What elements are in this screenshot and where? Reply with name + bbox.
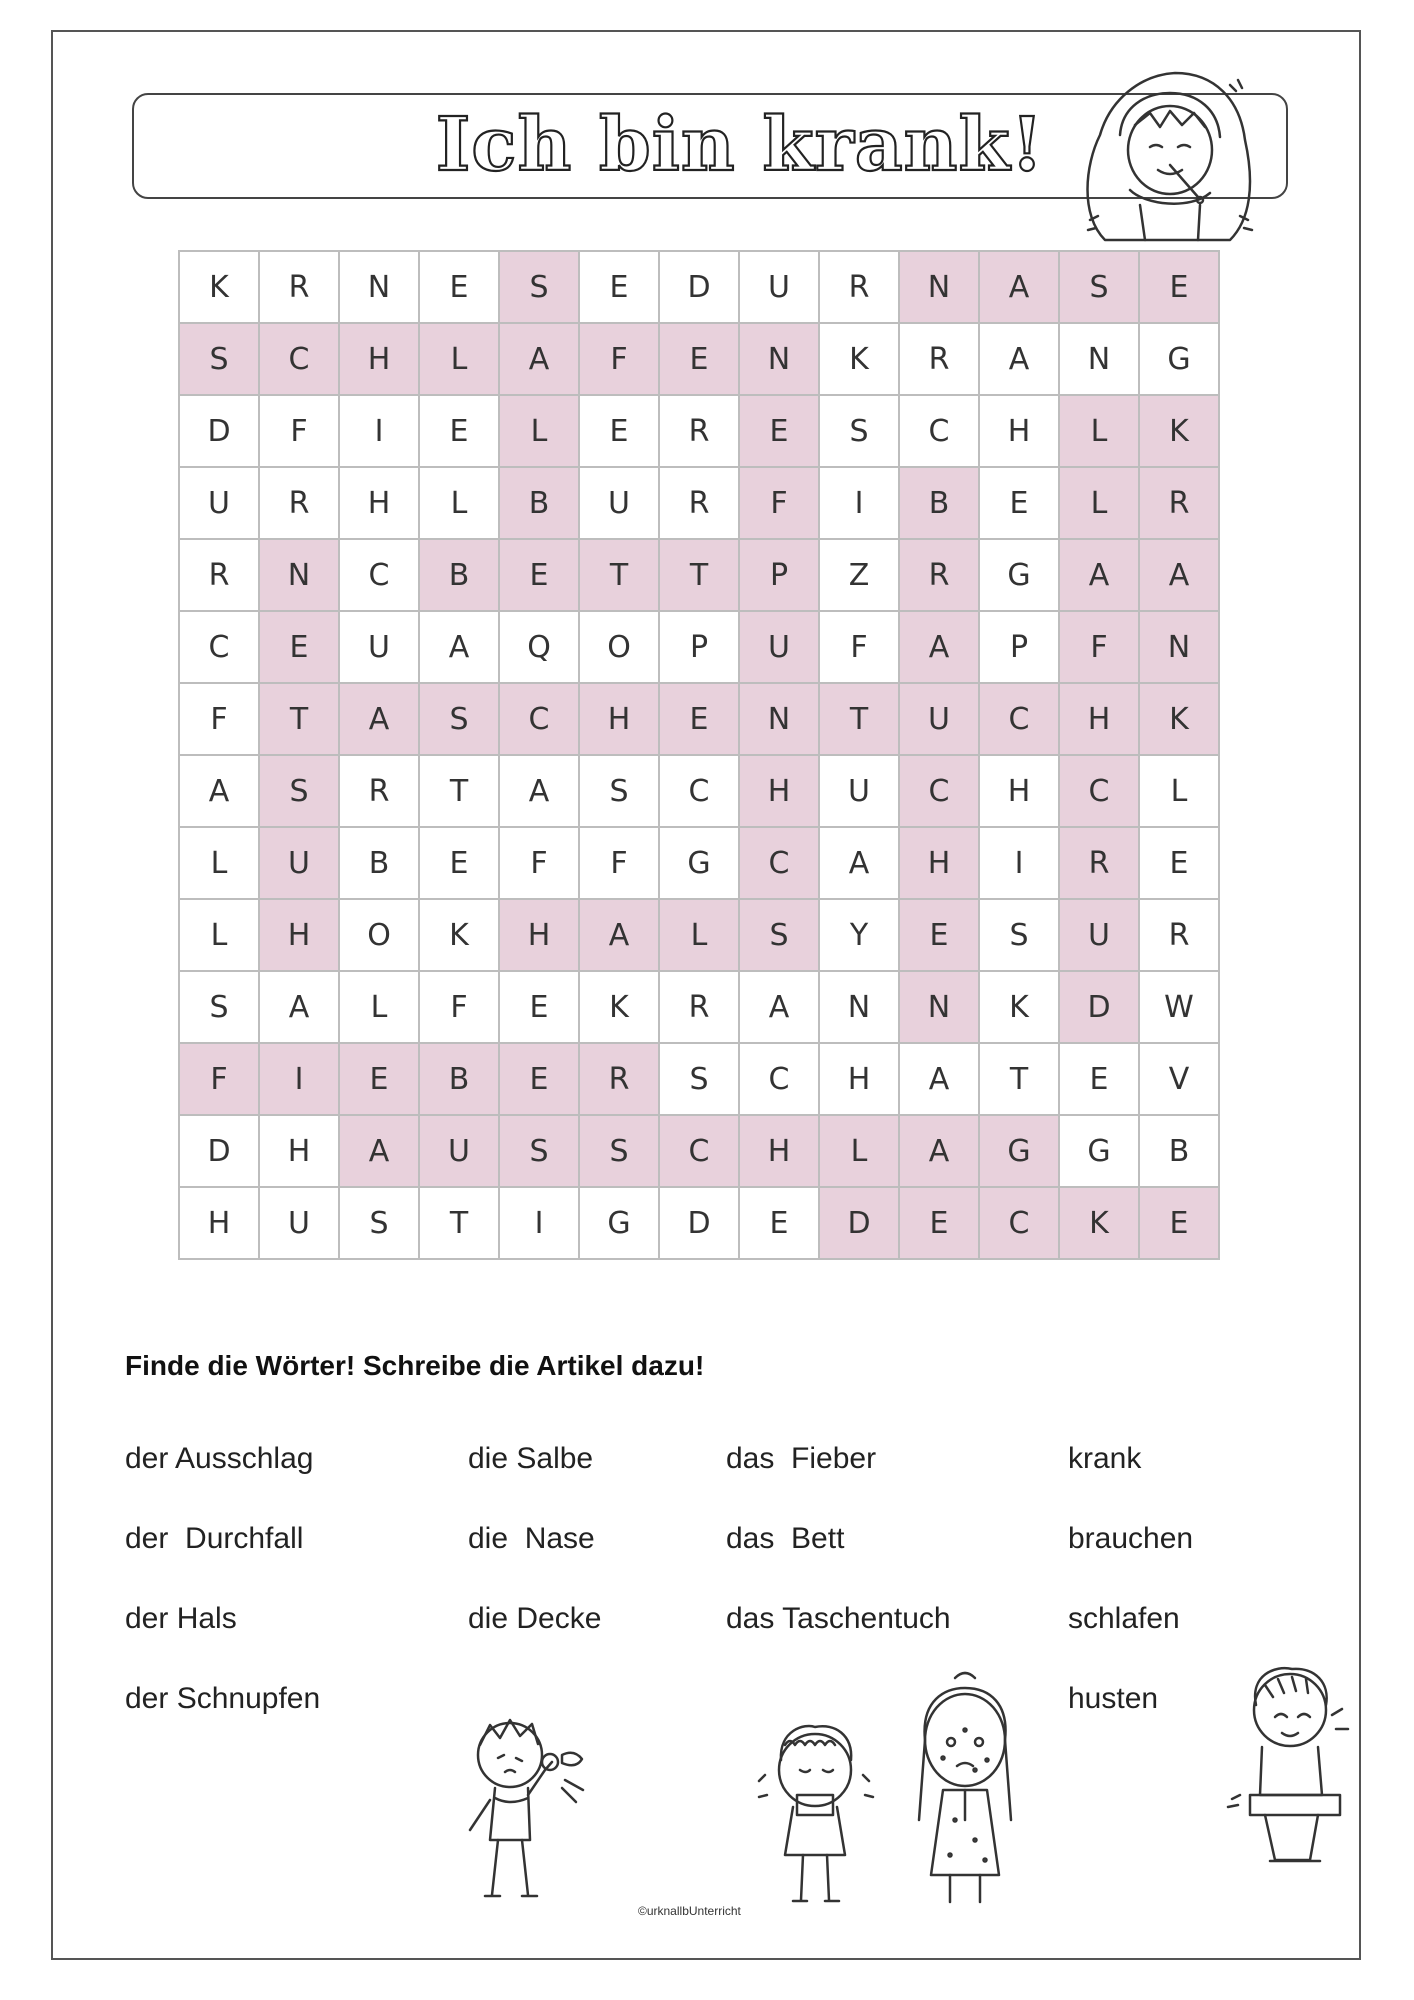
word-die-decke: die Decke — [468, 1602, 602, 1635]
grid-cell: A — [499, 755, 579, 827]
grid-cell: S — [819, 395, 899, 467]
word-die-salbe: die Salbe — [468, 1442, 594, 1475]
grid-cell: K — [1139, 395, 1219, 467]
grid-cell: U — [899, 683, 979, 755]
page-title: Ich bin krank! — [435, 102, 1045, 188]
grid-cell: N — [739, 323, 819, 395]
grid-cell: R — [659, 467, 739, 539]
grid-cell: N — [259, 539, 339, 611]
grid-cell: H — [499, 899, 579, 971]
grid-cell: B — [499, 467, 579, 539]
grid-cell: K — [1059, 1187, 1139, 1259]
grid-cell: Q — [499, 611, 579, 683]
grid-cell: A — [739, 971, 819, 1043]
grid-cell: I — [259, 1043, 339, 1115]
grid-cell: F — [579, 827, 659, 899]
grid-cell: U — [579, 467, 659, 539]
grid-cell: E — [1059, 1043, 1139, 1115]
grid-cell: S — [739, 899, 819, 971]
grid-cell: H — [339, 323, 419, 395]
grid-cell: U — [739, 251, 819, 323]
grid-cell: C — [979, 683, 1059, 755]
grid-cell: H — [259, 899, 339, 971]
grid-cell: R — [179, 539, 259, 611]
grid-cell: R — [899, 323, 979, 395]
grid-cell: R — [1139, 467, 1219, 539]
word-search-grid — [178, 250, 1220, 1260]
word-der-schnupfen: der Schnupfen — [125, 1682, 321, 1715]
grid-cell: E — [419, 251, 499, 323]
grid-cell: U — [259, 1187, 339, 1259]
grid-cell: B — [419, 1043, 499, 1115]
grid-cell: C — [499, 683, 579, 755]
grid-cell: E — [899, 899, 979, 971]
grid-cell: I — [819, 467, 899, 539]
grid-cell: F — [819, 611, 899, 683]
grid-cell: U — [179, 467, 259, 539]
grid-cell: D — [179, 1115, 259, 1187]
grid-cell: B — [419, 539, 499, 611]
grid-cell: H — [739, 755, 819, 827]
grid-row — [179, 539, 1219, 611]
grid-cell: C — [739, 827, 819, 899]
grid-cell: T — [419, 1187, 499, 1259]
grid-cell: A — [339, 683, 419, 755]
grid-cell: I — [339, 395, 419, 467]
grid-cell: F — [1059, 611, 1139, 683]
grid-cell: K — [819, 323, 899, 395]
grid-cell: A — [419, 611, 499, 683]
grid-cell: E — [659, 323, 739, 395]
grid-cell: H — [1059, 683, 1139, 755]
grid-cell: H — [899, 827, 979, 899]
grid-cell: C — [659, 1115, 739, 1187]
grid-cell: L — [1059, 467, 1139, 539]
grid-cell: E — [1139, 1187, 1219, 1259]
word-das-fieber: das Fieber — [726, 1442, 877, 1475]
grid-cell: E — [739, 1187, 819, 1259]
grid-cell: K — [179, 251, 259, 323]
grid-cell: L — [179, 827, 259, 899]
grid-cell: T — [259, 683, 339, 755]
grid-cell: H — [339, 467, 419, 539]
grid-cell: C — [659, 755, 739, 827]
grid-cell: S — [339, 1187, 419, 1259]
grid-cell: E — [499, 1043, 579, 1115]
grid-cell: A — [899, 611, 979, 683]
grid-cell: D — [819, 1187, 899, 1259]
grid-cell: N — [899, 971, 979, 1043]
grid-cell: S — [1059, 251, 1139, 323]
grid-cell: E — [339, 1043, 419, 1115]
grid-cell: F — [179, 1043, 259, 1115]
grid-row — [179, 251, 1219, 323]
grid-cell: G — [1139, 323, 1219, 395]
grid-cell: U — [419, 1115, 499, 1187]
word-krank: krank — [1068, 1442, 1142, 1475]
grid-cell: D — [1059, 971, 1139, 1043]
grid-cell: E — [739, 395, 819, 467]
grid-cell: S — [179, 971, 259, 1043]
grid-cell: L — [179, 899, 259, 971]
word-schlafen: schlafen — [1068, 1602, 1180, 1635]
grid-cell: L — [1059, 395, 1139, 467]
grid-cell: S — [659, 1043, 739, 1115]
sick-child-blanket-icon — [1070, 55, 1270, 250]
grid-cell: A — [339, 1115, 419, 1187]
grid-cell: C — [739, 1043, 819, 1115]
grid-cell: T — [819, 683, 899, 755]
grid-cell: H — [179, 1187, 259, 1259]
instruction-text: Finde die Wörter! Schreibe die Artikel dazu! — [125, 1350, 705, 1381]
grid-cell: D — [179, 395, 259, 467]
grid-cell: H — [739, 1115, 819, 1187]
grid-cell: L — [419, 323, 499, 395]
grid-cell: O — [339, 899, 419, 971]
grid-row — [179, 1115, 1219, 1187]
grid-cell: S — [579, 1115, 659, 1187]
word-husten: husten — [1068, 1682, 1159, 1715]
girl-with-rash-icon — [895, 1670, 1035, 1910]
grid-cell: A — [819, 827, 899, 899]
grid-cell: E — [259, 611, 339, 683]
grid-cell: T — [579, 539, 659, 611]
word-brauchen: brauchen — [1068, 1522, 1194, 1555]
grid-row — [179, 899, 1219, 971]
grid-cell: F — [419, 971, 499, 1043]
grid-cell: U — [739, 611, 819, 683]
grid-cell: G — [579, 1187, 659, 1259]
grid-cell: E — [899, 1187, 979, 1259]
grid-row — [179, 323, 1219, 395]
grid-cell: V — [1139, 1043, 1219, 1115]
grid-cell: C — [899, 755, 979, 827]
grid-cell: G — [659, 827, 739, 899]
grid-cell: R — [819, 251, 899, 323]
grid-cell: E — [1139, 251, 1219, 323]
grid-row — [179, 827, 1219, 899]
grid-cell: U — [1059, 899, 1139, 971]
grid-cell: K — [419, 899, 499, 971]
grid-cell: I — [499, 1187, 579, 1259]
grid-row — [179, 755, 1219, 827]
grid-cell: Z — [819, 539, 899, 611]
grid-cell: C — [1059, 755, 1139, 827]
grid-cell: A — [179, 755, 259, 827]
grid-cell: G — [1059, 1115, 1139, 1187]
grid-cell: L — [339, 971, 419, 1043]
grid-cell: I — [979, 827, 1059, 899]
grid-cell: F — [499, 827, 579, 899]
grid-cell: R — [899, 539, 979, 611]
grid-cell: E — [979, 467, 1059, 539]
word-die-nase: die Nase — [468, 1522, 595, 1555]
grid-cell: P — [979, 611, 1059, 683]
grid-cell: N — [899, 251, 979, 323]
grid-cell: N — [339, 251, 419, 323]
grid-cell: A — [259, 971, 339, 1043]
grid-row — [179, 683, 1219, 755]
grid-cell: U — [259, 827, 339, 899]
grid-cell: H — [579, 683, 659, 755]
grid-cell: H — [979, 395, 1059, 467]
grid-cell: R — [1059, 827, 1139, 899]
grid-cell: R — [1139, 899, 1219, 971]
grid-cell: A — [899, 1043, 979, 1115]
grid-cell: S — [579, 755, 659, 827]
grid-row — [179, 1187, 1219, 1259]
grid-cell: E — [499, 971, 579, 1043]
grid-cell: E — [1139, 827, 1219, 899]
grid-cell: C — [259, 323, 339, 395]
grid-cell: F — [179, 683, 259, 755]
grid-cell: E — [579, 395, 659, 467]
grid-cell: A — [1059, 539, 1139, 611]
grid-cell: C — [179, 611, 259, 683]
grid-cell: S — [259, 755, 339, 827]
grid-cell: E — [419, 395, 499, 467]
grid-cell: A — [579, 899, 659, 971]
grid-cell: F — [579, 323, 659, 395]
grid-cell: R — [339, 755, 419, 827]
grid-cell: A — [499, 323, 579, 395]
grid-cell: R — [659, 971, 739, 1043]
grid-cell: E — [579, 251, 659, 323]
grid-row — [179, 971, 1219, 1043]
grid-cell: L — [659, 899, 739, 971]
word-der-durchfall: der Durchfall — [125, 1522, 304, 1555]
grid-cell: K — [979, 971, 1059, 1043]
grid-cell: G — [979, 539, 1059, 611]
grid-cell: A — [1139, 539, 1219, 611]
grid-cell: W — [1139, 971, 1219, 1043]
grid-row — [179, 611, 1219, 683]
grid-row — [179, 395, 1219, 467]
grid-cell: R — [259, 251, 339, 323]
boy-on-toilet-icon — [1220, 1655, 1370, 1875]
grid-cell: S — [499, 251, 579, 323]
grid-cell: D — [659, 251, 739, 323]
grid-cell: B — [339, 827, 419, 899]
grid-cell: P — [659, 611, 739, 683]
grid-cell: C — [899, 395, 979, 467]
grid-cell: D — [659, 1187, 739, 1259]
grid-cell: P — [739, 539, 819, 611]
grid-cell: H — [259, 1115, 339, 1187]
crying-child-tissue-icon — [745, 1715, 885, 1915]
grid-cell: L — [819, 1115, 899, 1187]
grid-cell: E — [499, 539, 579, 611]
word-das-taschentuch: das Taschentuch — [726, 1602, 951, 1635]
grid-cell: H — [819, 1043, 899, 1115]
word-der-hals: der Hals — [125, 1602, 237, 1635]
grid-cell: S — [979, 899, 1059, 971]
grid-cell: N — [1139, 611, 1219, 683]
sneezing-boy-icon — [450, 1710, 600, 1910]
grid-cell: U — [339, 611, 419, 683]
grid-cell: L — [1139, 755, 1219, 827]
grid-cell: L — [419, 467, 499, 539]
grid-cell: S — [419, 683, 499, 755]
grid-cell: F — [259, 395, 339, 467]
copyright-text: ©urknallbUnterricht — [638, 1904, 741, 1918]
grid-cell: N — [1059, 323, 1139, 395]
grid-cell: N — [819, 971, 899, 1043]
grid-cell: L — [499, 395, 579, 467]
grid-cell: S — [179, 323, 259, 395]
grid-cell: R — [579, 1043, 659, 1115]
word-der-ausschlag: der Ausschlag — [125, 1442, 314, 1475]
grid-cell: A — [899, 1115, 979, 1187]
grid-cell: E — [419, 827, 499, 899]
grid-cell: E — [659, 683, 739, 755]
grid-cell: N — [739, 683, 819, 755]
grid-cell: R — [659, 395, 739, 467]
grid-cell: K — [1139, 683, 1219, 755]
grid-cell: Y — [819, 899, 899, 971]
grid-cell: A — [979, 323, 1059, 395]
grid-cell: U — [819, 755, 899, 827]
grid-cell: H — [979, 755, 1059, 827]
grid-cell: C — [979, 1187, 1059, 1259]
grid-cell: R — [259, 467, 339, 539]
grid-cell: B — [899, 467, 979, 539]
grid-cell: T — [419, 755, 499, 827]
word-das-bett: das Bett — [726, 1522, 845, 1555]
grid-cell: K — [579, 971, 659, 1043]
grid-cell: O — [579, 611, 659, 683]
grid-row — [179, 467, 1219, 539]
grid-cell: G — [979, 1115, 1059, 1187]
grid-cell: T — [979, 1043, 1059, 1115]
grid-row — [179, 1043, 1219, 1115]
grid-cell: F — [739, 467, 819, 539]
grid-cell: B — [1139, 1115, 1219, 1187]
grid-cell: T — [659, 539, 739, 611]
grid-cell: C — [339, 539, 419, 611]
grid-cell: A — [979, 251, 1059, 323]
grid-cell: S — [499, 1115, 579, 1187]
